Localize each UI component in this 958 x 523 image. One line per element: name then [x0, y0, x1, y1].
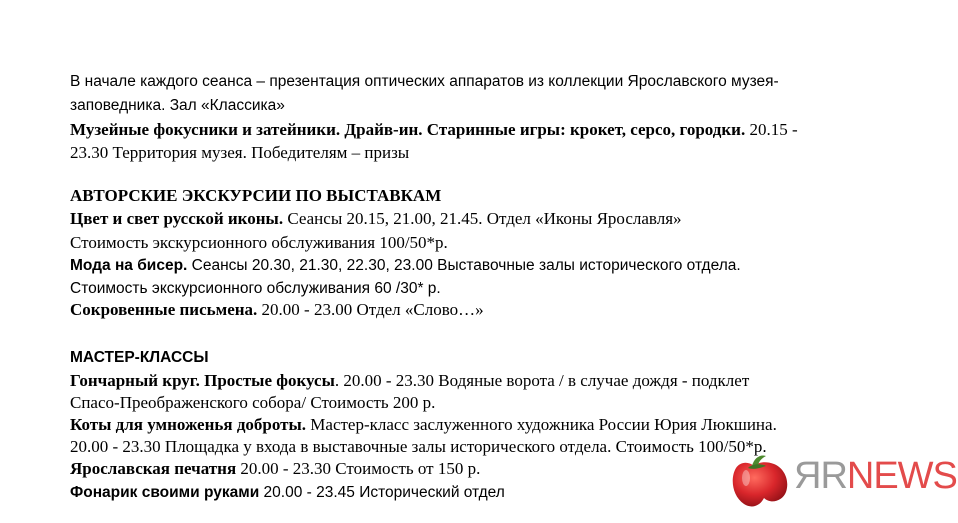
text-line: [70, 369, 749, 392]
event-details: 20.15 -: [745, 120, 798, 139]
text-line: 23.30 Территория музея. Победителям – призы: [70, 143, 410, 162]
event-details: Сеансы 20.30, 21.30, 22.30, 23.00 Выставочные залы исторического отдела.: [187, 257, 741, 274]
event-title: Цвет и свет русской иконы.: [70, 209, 284, 228]
logo-wordmark: ЯRNEWS: [794, 455, 957, 497]
text-line: Спасо-Преображенского собора/ Стоимость 200 р.: [70, 393, 436, 412]
event-details: . 20.00 - 23.30 Водяные ворота / в случае дождя - подклет: [334, 371, 750, 390]
event-title: Ярославская печатня: [70, 459, 237, 478]
event-details: 20.00 - 23.45 Исторический отдел: [259, 484, 505, 501]
event-title: Гончарный круг. Простые фокусы: [70, 371, 335, 390]
text-line: Стоимость экскурсионного обслуживания 60 /30* р.: [70, 280, 441, 297]
text-line: Стоимость экскурсионного обслуживания 100/50*р.: [70, 233, 448, 252]
event-details: Мастер-класс заслуженного художника России Юрия Люкшина.: [306, 415, 777, 434]
text-line: [70, 413, 777, 436]
text-line: заповедника. Зал «Классика»: [70, 97, 285, 114]
text-line: 20.00 - 23.30 Площадка у входа в выставочные залы исторического отдела. Стоимость 100/50*р.: [70, 437, 767, 456]
text-line: [70, 457, 480, 480]
text-line: В начале каждого сеанса – презентация оптических аппаратов из коллекции Ярославского музея-: [70, 73, 779, 90]
event-details: Сеансы 20.15, 21.00, 21.45. Отдел «Иконы Ярославля»: [283, 209, 682, 228]
section-heading: МАСТЕР-КЛАССЫ: [70, 349, 209, 366]
text-line: [70, 481, 505, 504]
text-line: [70, 118, 798, 141]
yarnews-logo: [726, 448, 957, 508]
event-title: Музейные фокусники и затейники. Драйв-ин. Старинные игры: крокет, серсо, городки.: [70, 120, 746, 139]
pepper-icon: [726, 448, 792, 510]
section-heading: АВТОРСКИЕ ЭКСКУРСИИ ПО ВЫСТАВКАМ: [70, 186, 442, 205]
event-title: Фонарик своими руками: [70, 484, 260, 501]
event-title: Коты для умноженья доброты.: [70, 415, 307, 434]
event-title: Сокровенные письмена.: [70, 300, 258, 319]
event-title: Мода на бисер.: [70, 257, 188, 274]
text-line: [70, 207, 682, 230]
text-line: [70, 298, 484, 321]
event-details: 20.00 - 23.00 Отдел «Слово…»: [257, 300, 484, 319]
text-line: [70, 254, 741, 277]
event-details: 20.00 - 23.30 Стоимость от 150 р.: [236, 459, 481, 478]
